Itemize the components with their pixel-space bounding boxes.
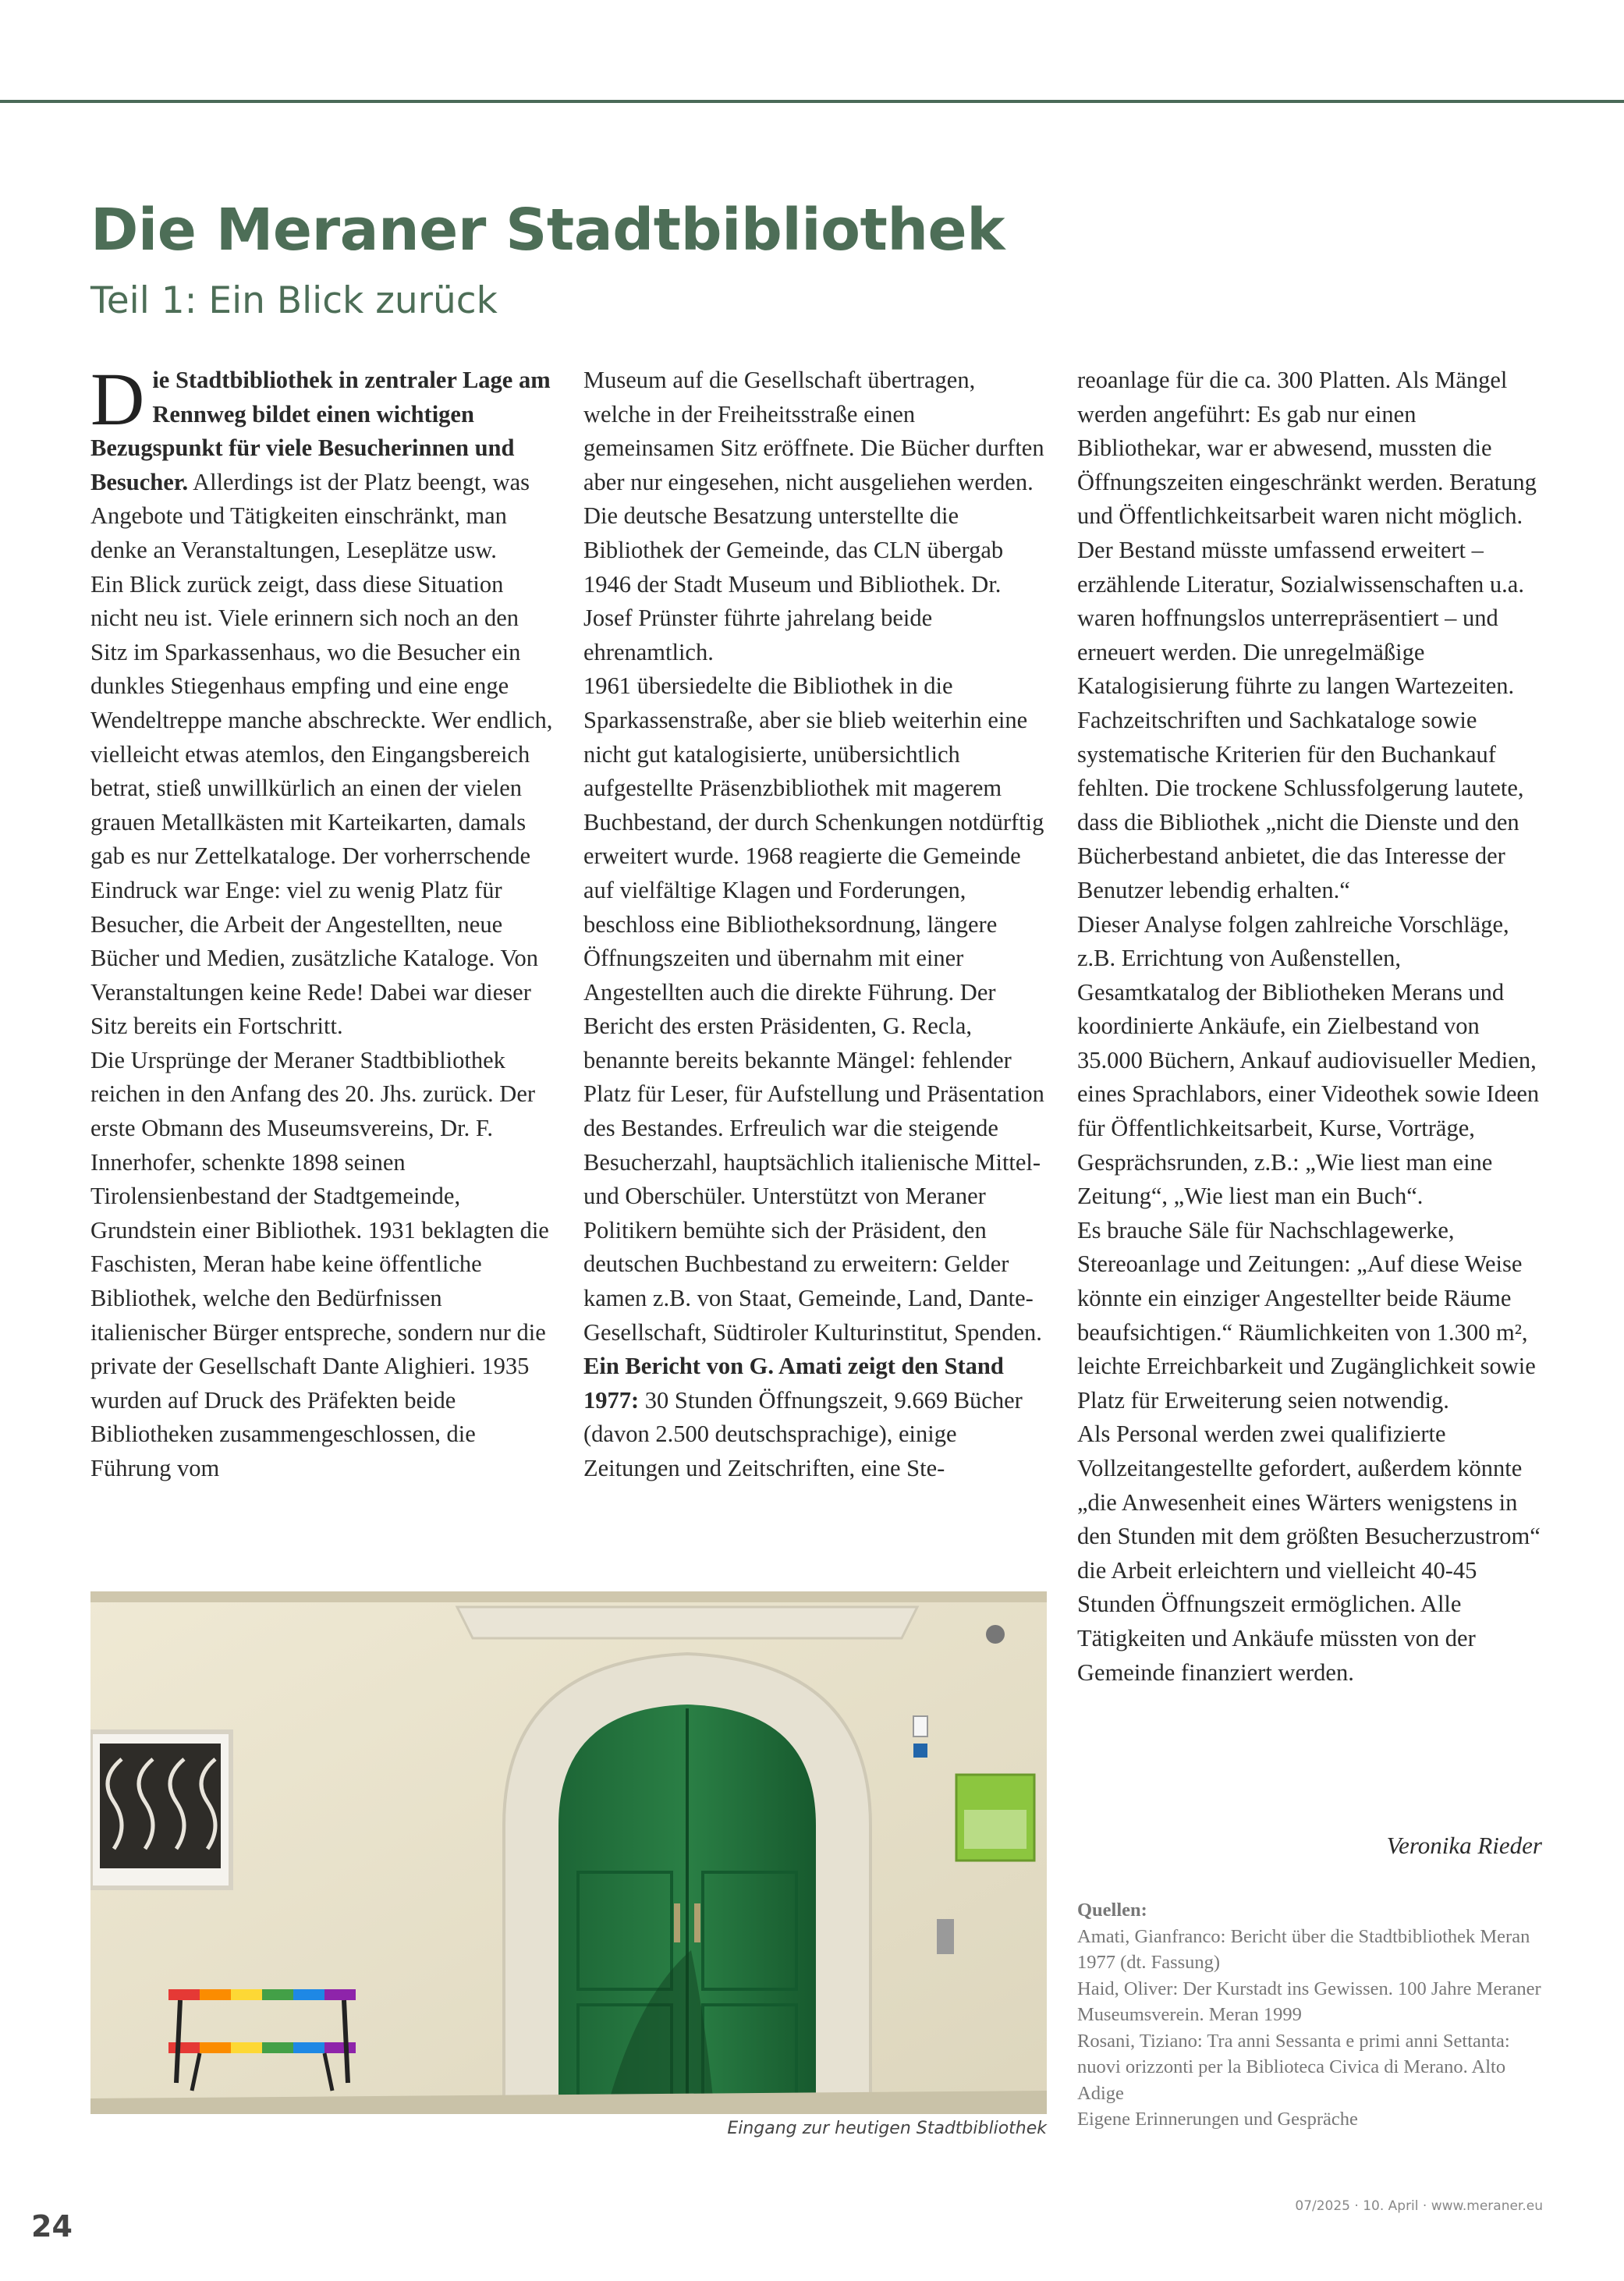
paragraph: Museum auf die Gesellschaft übertragen, welche in der Freiheitsstraße einen gemeinsamen Sitz eröffnete. Die Bücher durften aber nur eingesehen, nicht ausgeliehen werden. Die deutsche Besatzung unterstellte die Bibliothek der Gemeinde, das CLN übergab 1946 der Stadt Museum und Bibliothek. Dr. Josef Prünster führte jahrelang beide ehrenamtlich. xyxy=(583,367,1044,665)
author-name: Veronika Rieder xyxy=(1386,1832,1542,1859)
camera-icon xyxy=(986,1625,1005,1644)
drop-cap: D xyxy=(90,357,145,441)
lead-bold-text: Ein Bericht von G. Amati zeigt den Stand 1977: xyxy=(583,1353,1004,1414)
paragraph xyxy=(90,357,555,568)
top-rule xyxy=(0,100,1624,103)
paragraph: Die Ursprünge der Meraner Stadtbibliothek reichen in den Anfang des 20. Jhs. zurück. Der erste Obmann des Museumsvereins, Dr. F. Innerhofer, schenkte 1898 seinen Tirolensienbestand der Stadtgemeinde, Grundstein einer Bibliothek. 1931 beklagten die Faschisten, Meran habe keine öffentliche Bibliothek, welche den Bedürfnissen italienischer Bürger entspreche, sondern nur die private der Gesellschaft Dante Alighieri. 1935 wurden auf Druck des Präfekten beide Bibliotheken zusammengeschlossen, die Führung vom xyxy=(90,1046,549,1481)
paragraph: Dieser Analyse folgen zahlreiche Vorschläge, z.B. Errichtung von Außenstellen, Gesamtkatalog der Bibliotheken Merans und koordinierte Ankäufe, ein Zielbestand von 35.000 Büchern, Ankauf audiovisueller Medien, eines Sprachlabors, einer Videothek sowie Ideen für Öffentlichkeitsarbeit, Kurse, Vorträge, Gesprächsrunden, z.B.: „Wie liest man eine Zeitung“, „Wie liest man ein Buch“. xyxy=(1077,910,1540,1210)
text-column-2 xyxy=(583,364,1048,1486)
entrance-photo xyxy=(90,1591,1047,2114)
wall-cornice xyxy=(90,1591,1047,1602)
house-number-plate xyxy=(913,1716,927,1736)
source-item: Rosani, Tiziano: Tra anni Sessanta e primi anni Settanta: nuovi orizzonti per la Biblioteca Civica di Merano. Alto Adige xyxy=(1077,2030,1510,2104)
blue-label xyxy=(913,1744,927,1758)
text-column-3 xyxy=(1077,364,1542,1690)
paragraph: Als Personal werden zwei qualifizierte Vollzeitangestellte gefordert, außerdem könnte „die Anwesenheit eines Wärters wenigstens in den Stunden mit dem größten Besucherzustrom“ die Arbeit erleichtern und vielleicht 40-45 Stunden Öffnungszeit ermöglichen. Alle Tätigkeiten und Ankäufe müssten von der Gemeinde finanziert werden. xyxy=(1077,1421,1541,1686)
paragraph-text: Allerdings ist der Platz beengt, was Angebote und Tätigkeiten einschränkt, man denke an Veranstaltungen, Leseplätze usw. xyxy=(90,468,530,563)
intercom xyxy=(937,1919,954,1954)
source-item: Amati, Gianfranco: Bericht über die Stadtbibliothek Meran 1977 (dt. Fassung) xyxy=(1077,1925,1530,1973)
paragraph: reoanlage für die ca. 300 Platten. Als Mängel werden angeführt: Es gab nur einen Bibliothekar, war er abwesend, mussten die Öffnungszeiten eingeschränkt werden. Beratung und Öffentlichkeitsarbeit waren nicht möglich. Der Bestand müsste umfassend erweitert – erzählende Literatur, Sozialwissenschaften u.a. waren hoffnungslos unterrepräsentiert – und erneuert werden. Die unregelmäßige Katalogisierung führte zu langen Wartezeiten. Fachzeitschriften und Sachkataloge sowie systematische Kriterien für den Buchankauf fehlten. Die trockene Schlussfolgerung lautete, dass die Bibliothek „nicht die Dienste und den Bücherbestand anbietet, die das Interesse der Benutzer lebendig erhalten.“ xyxy=(1077,367,1537,903)
article-title: Die Meraner Stadtbibliothek xyxy=(90,197,1005,264)
source-item: Haid, Oliver: Der Kurstadt ins Gewissen. 100 Jahre Meraner Museumsverein. Meran 1999 xyxy=(1077,1978,1541,2025)
lead-bold-text: ie Stadtbibliothek in zentraler Lage am Rennweg bildet einen wichtigen Bezugspunkt für viele Besucherinnen und Besucher. xyxy=(90,367,551,495)
door-handle xyxy=(694,1903,700,1942)
photo-caption: Eingang zur heutigen Stadtbibliothek xyxy=(727,2119,1047,2138)
paragraph xyxy=(583,1350,1048,1485)
article-subtitle: Teil 1: Ein Blick zurück xyxy=(90,279,498,322)
paragraph: 1961 übersiedelte die Bibliothek in die Sparkassenstraße, aber sie blieb weiterhin eine nicht gut katalogisierte, unübersichtlich aufgestellte Präsenzbibliothek mit magerem Buchbestand, der durch Schenkungen notdürftig erweitert wurde. 1968 reagierte die Gemeinde auf vielfältige Klagen und Forderungen, beschloss eine Bibliotheksordnung, längere Öffnungszeiten und übernahm mit einer Angestellten auch die direkte Führung. Der Bericht des ersten Präsidenten, G. Recla, benannte bereits bekannte Mängel: fehlender Platz für Leser, für Aufstellung und Präsentation des Bestandes. Erfreulich war die steigende Besucherzahl, hauptsächlich italienische Mittel- und Oberschüler. Unterstützt von Meraner Politikern bemühte sich der Präsident, den deutschen Buchbestand zu erweitern: Gelder kamen z.B. von Staat, Gemeinde, Land, Dante-Gesellschaft, Südtiroler Kulturinstitut, Spenden. xyxy=(583,672,1044,1346)
library-sign-text-area xyxy=(964,1810,1027,1849)
paragraph: Ein Blick zurück zeigt, dass diese Situation nicht neu ist. Viele erinnern sich noch an den Sitz im Sparkassenhaus, wo die Besucher ein dunkles Stiegenhaus empfing und eine enge Wendeltreppe manche abschreckte. Wer endlich, vielleicht etwas atemlos, den Eingangsbereich betrat, stieß unwillkürlich an einen der vielen grauen Metallkästen mit Karteikarten, damals gab es nur Zettelkataloge. Der vorherrschende Eindruck war Enge: viel zu wenig Platz für Besucher, die Arbeit der Angestellten, neue Bücher und Medien, zusätzliche Kataloge. Von Veranstaltungen keine Rede! Dabei war dieser Sitz bereits ein Fortschritt. xyxy=(90,570,553,1040)
page-number: 24 xyxy=(31,2209,73,2244)
entrance-illustration xyxy=(90,1591,1047,2114)
paragraph-text: 30 Stunden Öffnungszeit, 9.669 Bücher (davon 2.500 deutschsprachige), einige Zeitungen und Zeitschriften, eine Ste- xyxy=(583,1386,1023,1481)
door-handle xyxy=(674,1903,680,1942)
text-column-1 xyxy=(90,357,555,1486)
issue-footer: 07/2025 · 10. April · www.meraner.eu xyxy=(1295,2198,1543,2214)
sources-heading: Quellen: xyxy=(1077,1900,1147,1921)
arch-lintel xyxy=(457,1607,917,1638)
paragraph: Es brauche Säle für Nachschlagewerke, Stereoanlage und Zeitungen: „Auf diese Weise könnte ein einziger Angestellter beide Räume beaufsichtigen.“ Räumlichkeiten von 1.300 m², leichte Erreichbarkeit und Zugänglichkeit sowie Platz für Erweiterung seien notwendig. xyxy=(1077,1216,1536,1414)
sources-box xyxy=(1077,1897,1545,2133)
source-item: Eigene Erinnerungen und Gespräche xyxy=(1077,2109,1358,2130)
